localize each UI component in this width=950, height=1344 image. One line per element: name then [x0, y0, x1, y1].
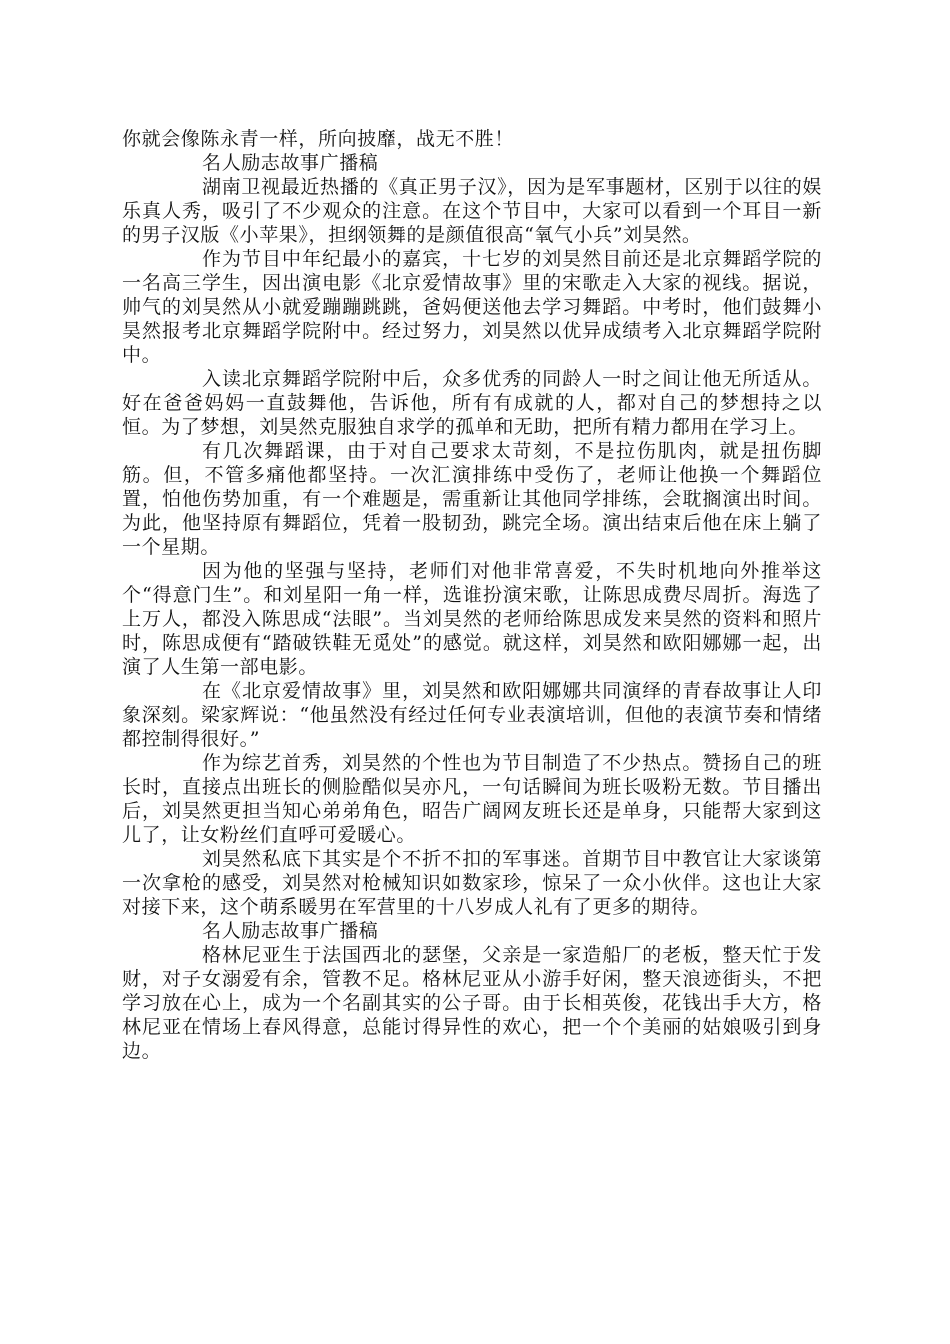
- paragraph: 有几次舞蹈课，由于对自己要求太苛刻，不是拉伤肌肉，就是扭伤脚筋。但，不管多痛他都坚持。一次汇演排练中受伤了，老师让他换一个舞蹈位置，怕他伤势加重，有一个难题是，需重新让其他同学排练，会耽搁演出时间。为此，他坚持原有舞蹈位，凭着一股韧劲，跳完全场。演出结束后他在床上躺了一个星期。: [122, 440, 822, 558]
- document-body: [122, 127, 822, 1063]
- paragraph: 作为节目中年纪最小的嘉宾，十七岁的刘昊然目前还是北京舞蹈学院的一名高三学生，因出演电影《北京爱情故事》里的宋歌走入大家的视线。据说，帅气的刘昊然从小就爱蹦蹦跳跳，爸妈便送他去学习舞蹈。中考时，他们鼓舞小昊然报考北京舞蹈学院附中。经过努力，刘昊然以优异成绩考入北京舞蹈学院附中。: [122, 248, 822, 366]
- paragraph-continuation: 你就会像陈永青一样，所向披靡，战无不胜！: [122, 128, 515, 150]
- section-heading: 名人励志故事广播稿: [202, 920, 379, 942]
- paragraph: 格林尼亚生于法国西北的瑟堡，父亲是一家造船厂的老板，整天忙于发财，对子女溺爱有余，管教不足。格林尼亚从小游手好闲，整天浪迹街头，不把学习放在心上，成为一个名副其实的公子哥。由于长相英俊，花钱出手大方，格林尼亚在情场上春风得意，总能讨得异性的欢心，把一个个美丽的姑娘吸引到身边。: [122, 944, 822, 1062]
- paragraph: 作为综艺首秀，刘昊然的个性也为节目制造了不少热点。赞扬自己的班长时，直接点出班长的侧脸酷似吴亦凡，一句话瞬间为班长吸粉无数。节目播出后，刘昊然更担当知心弟弟角色，昭告广阔网友班长还是单身，只能帮大家到这儿了，让女粉丝们直呼可爱暖心。: [122, 752, 822, 846]
- section-heading: 名人励志故事广播稿: [202, 152, 379, 174]
- paragraph: 入读北京舞蹈学院附中后，众多优秀的同龄人一时之间让他无所适从。好在爸爸妈妈一直鼓舞他，告诉他，所有有成就的人，都对自己的梦想持之以恒。为了梦想，刘昊然克服独自求学的孤单和无助，把所有精力都用在学习上。: [122, 368, 822, 438]
- paragraph: 刘昊然私底下其实是个不折不扣的军事迷。首期节目中教官让大家谈第一次拿枪的感受，刘昊然对枪械知识如数家珍，惊呆了一众小伙伴。这也让大家对接下来，这个萌系暖男在军营里的十八岁成人礼有了更多的期待。: [122, 848, 822, 918]
- paragraph: 在《北京爱情故事》里，刘昊然和欧阳娜娜共同演绎的青春故事让人印象深刻。梁家辉说：“他虽然没有经过任何专业表演培训，但他的表演节奏和情绪都控制得很好。”: [122, 680, 822, 750]
- paragraph: 因为他的坚强与坚持，老师们对他非常喜爱，不失时机地向外推举这个“得意门生”。和刘星阳一角一样，选谁扮演宋歌，让陈思成费尽周折。海选了上万人，都没入陈思成“法眼”。当刘昊然的老师给陈思成发来昊然的资料和照片时，陈思成便有“踏破铁鞋无觅处”的感觉。就这样，刘昊然和欧阳娜娜一起，出演了人生第一部电影。: [122, 560, 822, 678]
- paragraph: 湖南卫视最近热播的《真正男子汉》，因为是军事题材，区别于以往的娱乐真人秀，吸引了不少观众的注意。在这个节目中，大家可以看到一个耳目一新的男子汉版《小苹果》，担纲领舞的是颜值很高“氧气小兵”刘昊然。: [122, 176, 822, 246]
